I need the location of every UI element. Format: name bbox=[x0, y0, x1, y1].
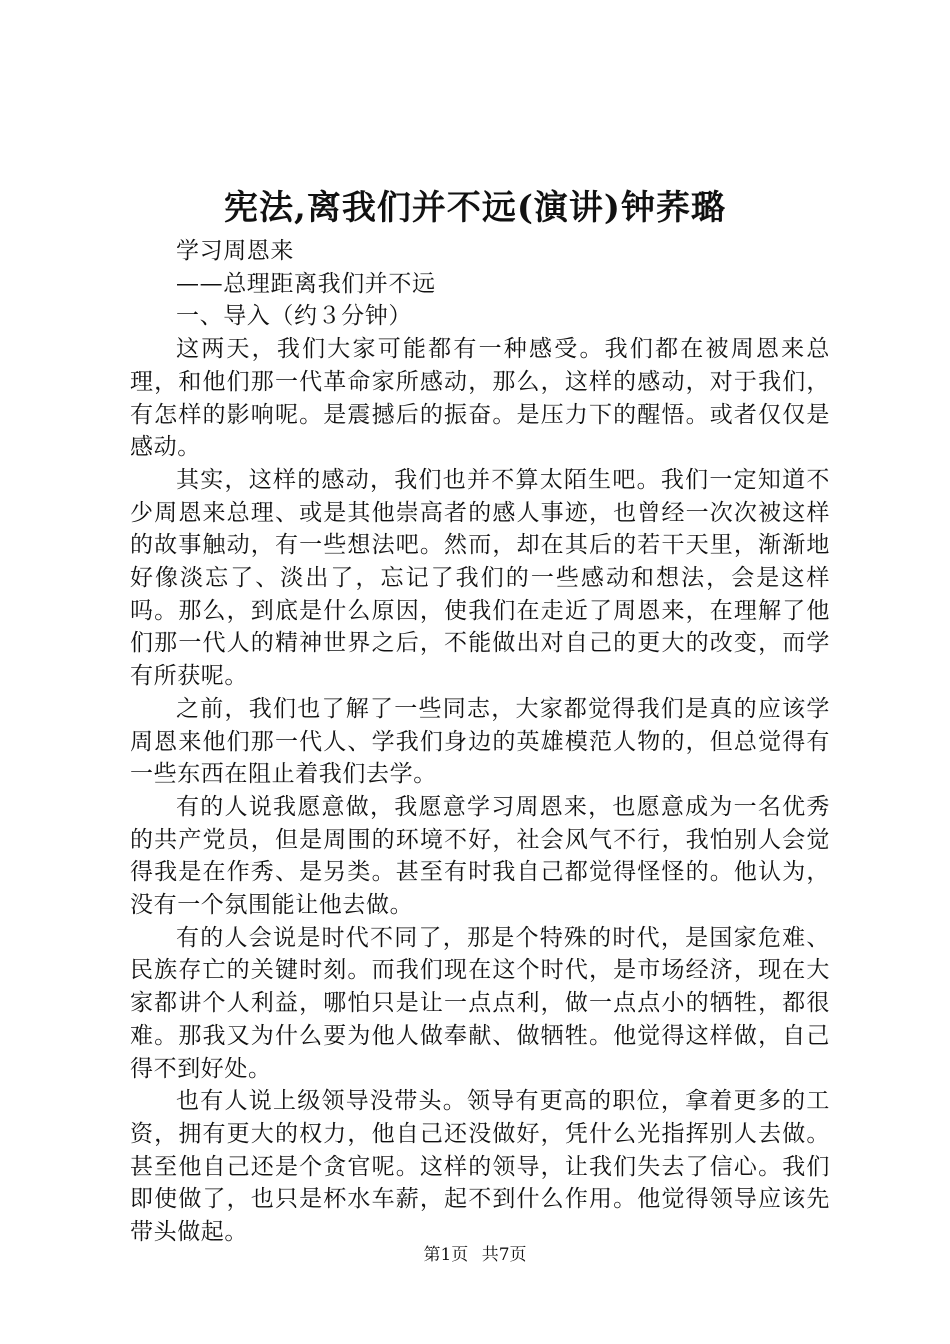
paragraph: 其实，这样的感动，我们也并不算太陌生吧。我们一定知道不少周恩来总理、或是其他崇高者的感人事迹，也曾经一次次被这样的故事触动，有一些想法吧。然而，却在其后的若干天里，渐渐地好像淡忘了、淡出了，忘记了我们的一些感动和想法，会是这样吗。那么，到底是什么原因，使我们在走近了周恩来，在理解了他们那一代人的精神世界之后，不能做出对自己的更大的改变，而学有所获呢。 bbox=[130, 466, 830, 690]
paragraph: 有的人说我愿意做，我愿意学习周恩来，也愿意成为一名优秀的共产党员，但是周围的环境不好，社会风气不行，我怕别人会觉得我是在作秀、是另类。甚至有时我自己都觉得怪怪的。他认为，没有一个氛围能让他去做。 bbox=[130, 793, 830, 919]
document-title: 宪法,离我们并不远(演讲)钟荞璐 bbox=[223, 188, 726, 228]
paragraph: 有的人会说是时代不同了，那是个特殊的时代，是国家危难、民族存亡的关键时刻。而我们现在这个时代，是市场经济，现在大家都讲个人利益，哪怕只是让一点点利，做一点点小的牺牲，都很难。那我又为什么要为他人做奉献、做牺牲。他觉得这样做，自己得不到好处。 bbox=[130, 924, 830, 1082]
paragraph: ——总理距离我们并不远 bbox=[176, 270, 436, 297]
paragraph: 一、导入（约３分钟） bbox=[176, 303, 412, 330]
document-body bbox=[130, 235, 830, 1249]
page-number: 第1页 bbox=[423, 1245, 469, 1265]
page-footer bbox=[0, 1243, 950, 1267]
paragraph: 学习周恩来 bbox=[176, 238, 294, 264]
page-total: 共7页 bbox=[481, 1245, 527, 1265]
paragraph: 之前，我们也了解了一些同志，大家都觉得我们是真的应该学周恩来他们那一代人、学我们身边的英雄模范人物的，但总觉得有一些东西在阻止着我们去学。 bbox=[130, 695, 830, 788]
paragraph: 也有人说上级领导没带头。领导有更高的职位，拿着更多的工资，拥有更大的权力，他自己还没做好，凭什么光指挥别人去做。甚至他自己还是个贪官呢。这样的领导，让我们失去了信心。我们即使做了，也只是杯水车薪，起不到什么作用。他觉得领导应该先带头做起。 bbox=[130, 1088, 830, 1246]
paragraph: 这两天，我们大家可能都有一种感受。我们都在被周恩来总理，和他们那一代革命家所感动，那么，这样的感动，对于我们，有怎样的影响呢。是震撼后的振奋。是压力下的醒悟。或者仅仅是感动。 bbox=[130, 336, 830, 461]
